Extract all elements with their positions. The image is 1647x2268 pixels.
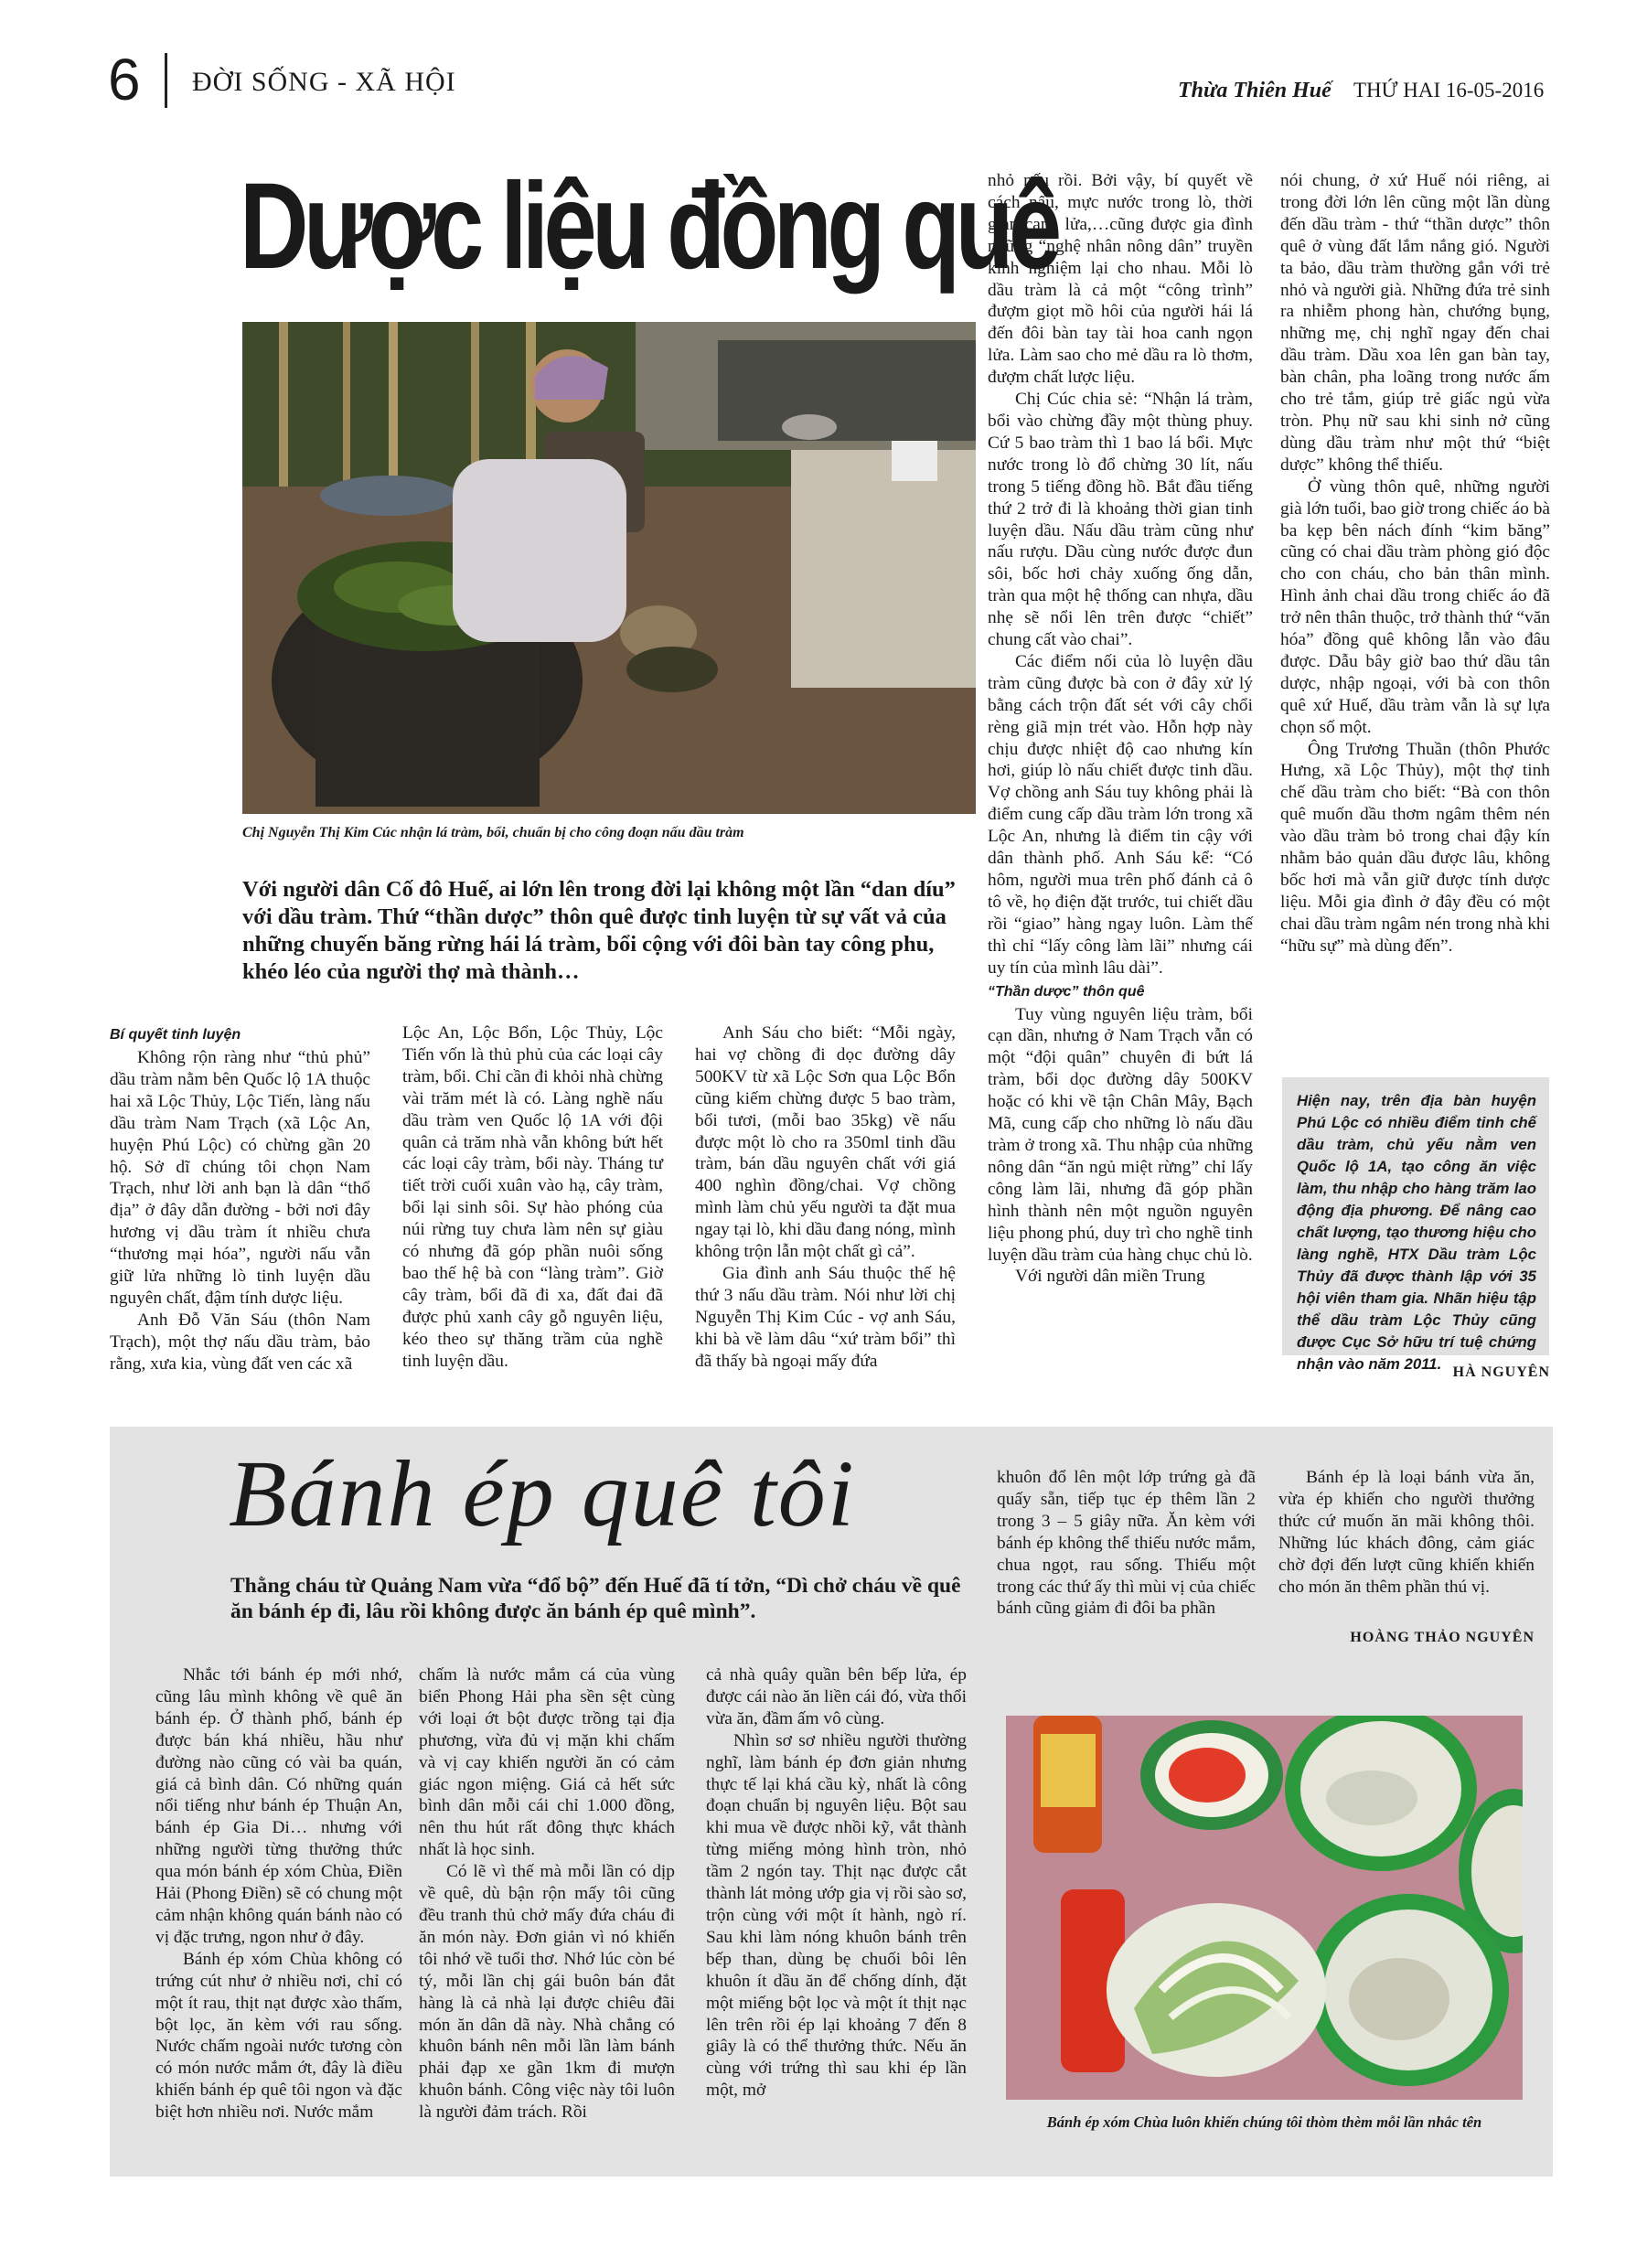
info-box-text: Hiện nay, trên địa bàn huyện Phú Lộc có nhiều điểm tinh chế dầu tràm, chủ yếu nằm ven Quốc lộ 1A, tạo công ăn việc làm, thu nhập cho hàng trăm lao động địa phương. Để nâng cao chất lượng, tạo thương hiệu cho làng nghề, HTX Dầu tràm Lộc Thủy đã được thành lập với 35 hội viên tham gia. Nhãn hiệu tập thể dầu tràm Lộc Thủy cũng được Cục Sở hữu trí tuệ chứng nhận vào năm 2011. [1297,1092,1536,1373]
article-1-column-4 [988,170,1253,1288]
page-number: 6 [108,47,141,112]
issue-date: THỨ HAI 16-05-2016 [1353,79,1545,102]
paragraph: Bánh ép là loại bánh vừa ăn, vừa ép khiến cho người thưởng thức cứ muốn ăn mãi không thôi. Những lúc khách đông, cảm giác chờ đợi đến lượt cũng khiến khiến cho món ăn thêm phần thú vị. [1278,1468,1535,1597]
paragraph: Các điểm nối của lò luyện dầu tràm cũng được bà con ở đây xử lý bằng cách trộn đất sét với cây chổi rèng giã mịn trét vào. Hỗn hợp này chịu được nhiệt độ cao nhưng kín hơi, giúp lò nấu chiết được tinh dầu. Vợ chồng anh Sáu tuy không phải là điểm cung cấp dầu tràm lớn trong xã Lộc An, nhưng là điểm tin cậy với dân thành phố. Anh Sáu kể: “Có hôm, người mua trên phố đánh cả ô tô về, họ điện đặt trước, tui chiết dầu rồi “giao” hàng ngay luôn. Làm thế thì chỉ “lấy công làm lãi” nhưng cái uy tín của mình lâu dài”. [988,651,1253,978]
article-2-column-4 [997,1467,1256,1620]
paragraph: Không rộn ràng như “thủ phủ” dầu tràm nằm bên Quốc lộ 1A thuộc hai xã Lộc Thủy, Lộc Tiến, làng nấu dầu tràm Nam Trạch (xã Lộc An, huyện Phú Lộc) có chừng gần 20 hộ. Sở dĩ chúng tôi chọn Nam Trạch, như lời anh bạn là dân “thổ địa” ở đây dẫn đường - bởi nơi đây hương vị dầu tràm ít nhiều chưa “thương mại hóa”, người nấu vẫn giữ lửa những lò tinh luyện dầu nguyên chất, đậm tính dược liệu. [110,1048,370,1308]
article-2-photo-caption: Bánh ép xóm Chùa luôn khiến chúng tôi thòm thèm mỗi lần nhắc tên [1046,2113,1482,2131]
article-2-photo [1006,1716,1523,2100]
article-2-column-2 [419,1664,675,2124]
article-1-photo-caption: Chị Nguyễn Thị Kim Cúc nhận lá tràm, bổi, chuẩn bị cho công đoạn nấu dầu tràm [242,825,744,840]
article-2-column-1 [155,1664,402,2124]
paragraph: nhỏ nấu rồi. Bởi vậy, bí quyết về cách nấu, mực nước trong lò, thời gian canh lửa,…cũng được gia đình những “nghệ nhân nông dân” truyền kinh nghiệm lại cho nhau. Mỗi lò dầu tràm là cả một “công trình” đượm giọt mồ hôi của người hái lá đến đôi bàn tay tài hoa canh ngọn lửa. Làm sao cho mẻ dầu ra lò thơm, đượm chất lược liệu. [988,171,1253,388]
paragraph: Chị Cúc chia sẻ: “Nhận lá tràm, bổi vào chừng đầy một thùng phuy. Cứ 5 bao tràm thì 1 bao lá bổi. Mực nước trong lò đổ chừng 30 lít, nấu trong 5 tiếng đồng hồ. Bắt đầu tiếng thứ 2 trở đi là khoảng thời gian tinh luyện dầu. Nấu dầu tràm cũng như nấu rượu. Dầu cùng nước được đun sôi, bốc hơi chảy xuống ống dẫn, tràn qua một hệ thống can nhựa, dầu nhẹ sẽ nổi lên trên được “chiết” chung cất vào chai”. [988,390,1253,650]
paragraph: Nhắc tới bánh ép mới nhớ, cũng lâu mình không về quê ăn bánh ép. Ở thành phố, bánh ép được bán khá nhiều, hầu như đường nào cũng có vài ba quán, giá cả bình dân. Có những quán nổi tiếng như bánh ép Thuận An, bánh ép Gia Di… nhưng với những người từng thưởng thức qua món bánh ép xóm Chùa, Điền Hải (Phong Điền) sẽ có chung một cảm nhận không quán bánh nào có vị đặc trưng, ngon như ở đây. [155,1665,402,1947]
article-1-column-1 [110,1022,370,1375]
paragraph: Lộc An, Lộc Bổn, Lộc Thủy, Lộc Tiến vốn là thủ phủ của các loại cây tràm, bổi. Chỉ cần đi khỏi nhà chừng vài trăm mét là có. Làng nghề nấu dầu tràm ven Quốc lộ 1A với đội quân cả trăm nhà vẫn không bứt hết các loại cây tràm, bổi này. Tháng tư tiết trời cuối xuân vào hạ, cây tràm, bổi lại sinh sôi. Sự hào phóng của núi rừng tuy chưa làm nên sự giàu có nhưng đã góp phần nuôi sống bao thế hệ bà con “làng tràm”. Giờ cây tràm, bổi đã đi xa, đất đai đã được phủ xanh cây gỗ nguyên liệu, kéo theo sự thăng trầm của nghề tinh luyện dầu. [402,1023,663,1371]
paragraph: cả nhà quây quần bên bếp lửa, ép được cái nào ăn liền cái đó, vừa thổi vừa ăn, đầm ấm vô cùng. [706,1665,967,1728]
article-1-column-2 [402,1022,663,1373]
header-divider [165,53,167,108]
section-name: ĐỜI SỐNG - XÃ HỘI [192,67,456,97]
paragraph: Có lẽ vì thế mà mỗi lần có dịp về quê, dù bận rộn mấy tôi cũng đều tranh thủ chở mấy đứa cháu đi ăn món này. Đơn giản vì nó khiến tôi nhớ về tuổi thơ. Nhớ lúc còn bé tý, mỗi lần chị gái buôn bán đắt hàng là cả nhà lại được chiêu đãi món ăn dân dã này. Nhà chẳng có khuôn bánh nên mỗi lần làm bánh phải đạp xe gần 1km đi mượn khuôn bánh. Công việc này tôi luôn là người đảm trách. Rồi [419,1862,675,2123]
paragraph: Bánh ép xóm Chùa không có trứng cút như ở nhiều nơi, chỉ có một ít rau, thịt nạt được xào thấm, bột lọc, ăn kèm với rau sống. Nước chấm ngoài nước tương còn có món nước mắm ớt, đây là điều khiến bánh ép quê tôi ngon và đặc biệt hơn nhiều nơi. Nước mắm [155,1949,402,2123]
paragraph: Ông Trương Thuần (thôn Phước Hưng, xã Lộc Thủy), một thợ tinh chế dầu tràm cho biết: “Bà con thôn quê muốn dầu thơm ngâm thêm nén vào dầu tràm bỏ trong chai đậy kín nhằm bảo quản dầu được lâu, không bốc hơi mà vẫn giữ được tính dược liệu. Mỗi gia đình ở đây đều có một chai dầu tràm ngâm nén trong nhà khi “hữu sự” mà dùng đến”. [1280,739,1550,956]
article-1-headline: Dược liệu đồng quê [240,158,1057,294]
article-2-column-5 [1278,1467,1535,1598]
article-1-subhead-1: Bí quyết tinh luyện [110,1027,241,1043]
newspaper-name: Thừa Thiên Huế [1178,79,1332,102]
article-2-headline: Bánh ép quê tôi [229,1441,856,1546]
article-1-column-5 [1280,170,1550,957]
paragraph: khuôn đổ lên một lớp trứng gà đã quấy sẵn, tiếp tục ép thêm lần 2 trong 3 – 5 giây nữa. Ăn kèm với bánh ép không thể thiếu nước mắm, chua ngọt, rau sống. Thiếu một trong các thứ ấy thì mùi vị của chiếc bánh cũng giảm đi đôi ba phần [997,1468,1256,1619]
paragraph: Gia đình anh Sáu thuộc thế hệ thứ 3 nấu dầu tràm. Nói như lời chị Nguyễn Thị Kim Cúc - vợ anh Sáu, khi bà về làm dâu “xứ tràm bổi” thì đã thấy bà ngoại mấy đứa [695,1263,956,1371]
article-1-column-3 [695,1022,956,1373]
article-1-lead: Với người dân Cố đô Huế, ai lớn lên trong đời lại không một lần “dan díu” với dầu tràm. Thứ “thần dược” thôn quê được tinh luyện từ sự vất vả của những chuyến băng rừng hái lá tràm, bổi cộng với đôi bàn tay công phu, khéo léo của người thợ mà thành… [242,877,956,984]
paragraph: Anh Sáu cho biết: “Mỗi ngày, hai vợ chồng đi dọc đường dây 500KV từ xã Lộc Sơn qua Lộc Bổn cũng kiếm chừng được 5 bao tràm, bổi tươi, (mỗi bao 35kg) về nấu được một lò cho ra 350ml tinh dầu tràm, bán dầu nguyên chất với giá 400 nghìn đồng/chai. Vợ chồng mình làm chủ yếu người ta đặt mua ngay tại lò, khi dầu đang nóng, mình không trộn lẫn một chất gì cả”. [695,1023,956,1262]
article-1-byline: HÀ NGUYÊN [1452,1364,1550,1380]
paragraph: Nhìn sơ sơ nhiều người thường nghĩ, làm bánh ép đơn giản nhưng thực tế lại khá cầu kỳ, nhất là công đoạn chuẩn bị nguyên liệu. Bột sau khi mua về được nhồi kỹ, vắt thành từng miếng mỏng hình tròn, nhỏ tầm 2 ngón tay. Thịt nạc được cắt thành lát mỏng ướp gia vị rồi sào sơ, trộn cùng với một ít hành, ngò rí. Sau khi làm nóng khuôn bánh trên bếp than, dùng bẹ chuối bôi lên khuôn ít dầu ăn để chống dính, đặt một miếng bột lọc và một ít thịt nạc lên trên rồi ép lại khoảng 7 đến 8 giây là có thể thưởng thức. Nếu ăn cùng với trứng thì sau khi ép lần một, mở [706,1730,967,2101]
article-2-lead: Thằng cháu từ Quảng Nam vừa “đổ bộ” đến Huế đã tí tởn, “Dì chở cháu về quê ăn bánh ép đi, lâu rồi không được ăn bánh ép quê mình”. [230,1574,961,1623]
paragraph: Ở vùng thôn quê, những người già lớn tuổi, bao giờ trong chiếc áo bà ba kẹp bên nách đính “kim băng” cũng có chai dầu tràm phòng gió độc cho con cháu, cho bản thân mình. Hình ảnh chai dầu trong chiếc áo đã trở nên thân thuộc, trở thành thứ “văn hóa” đồng quê không lẫn vào đâu được. Dẫu bây giờ bao thứ dầu tân dược, nhập ngoại, với bà con thôn quê xứ Huế, dầu tràm vẫn là sự lựa chọn số một. [1280,476,1550,737]
paragraph: Với người dân miền Trung [1015,1267,1205,1287]
article-1-subhead-2: “Thần dược” thôn quê [988,983,1145,1000]
paragraph: Tuy vùng nguyên liệu tràm, bổi cạn dần, nhưng ở Nam Trạch vẫn có một “đội quân” chuyên đi bứt lá tràm, bổi dọc đường dây 500KV hoặc có khi về tận Chân Mây, Bạch Mã, cung cấp cho những lò nấu dầu tràm ở trong xã. Thu nhập của những nông dân “ăn ngủ miệt rừng” chỉ lấy công làm lãi, nhưng đã góp phần hình thành nên một nguồn nguyên liệu phong phú, duy trì cho nghề tinh luyện dầu tràm của hàng chục chủ lò. [988,1004,1253,1265]
article-1-photo [242,322,976,814]
article-2-column-3 [706,1664,967,2102]
paragraph: Anh Đỗ Văn Sáu (thôn Nam Trạch), một thợ nấu dầu tràm, bảo rằng, xưa kia, vùng đất ven các xã [110,1310,370,1374]
article-2-byline: HOÀNG THẢO NGUYÊN [1350,1630,1535,1645]
paragraph: chấm là nước mắm cá của vùng biển Phong Hải pha sền sệt cùng với loại ớt bột được trồng tại địa phương, vừa đủ vị mặn khi chấm và vị cay khiến người ăn có cảm giác ngon miệng. Giá cả hết sức bình dân mỗi cái chỉ 1.000 đồng, nên thu hút rất đông thực khách nhất là học sinh. [419,1665,675,1860]
paragraph: nói chung, ở xứ Huế nói riêng, ai trong đời lớn lên cũng một lần dùng đến dầu tràm - thứ “thần dược” thôn quê ở vùng đất lắm nắng gió. Người ta bảo, dầu tràm thường gắn với trẻ nhỏ và người già. Những đứa trẻ sinh ra nhiễm phong hàn, chướng bụng, những mẹ, chị nghĩ ngay đến chai dầu tràm. Dầu xoa lên gan bàn tay, bàn chân, pha loãng trong nước ấm cho trẻ tắm, giúp trẻ giấc ngủ vừa tròn. Phụ nữ sau khi sinh nở cũng dùng dầu tràm như một thứ “biệt dược” không thể thiếu. [1280,171,1550,475]
